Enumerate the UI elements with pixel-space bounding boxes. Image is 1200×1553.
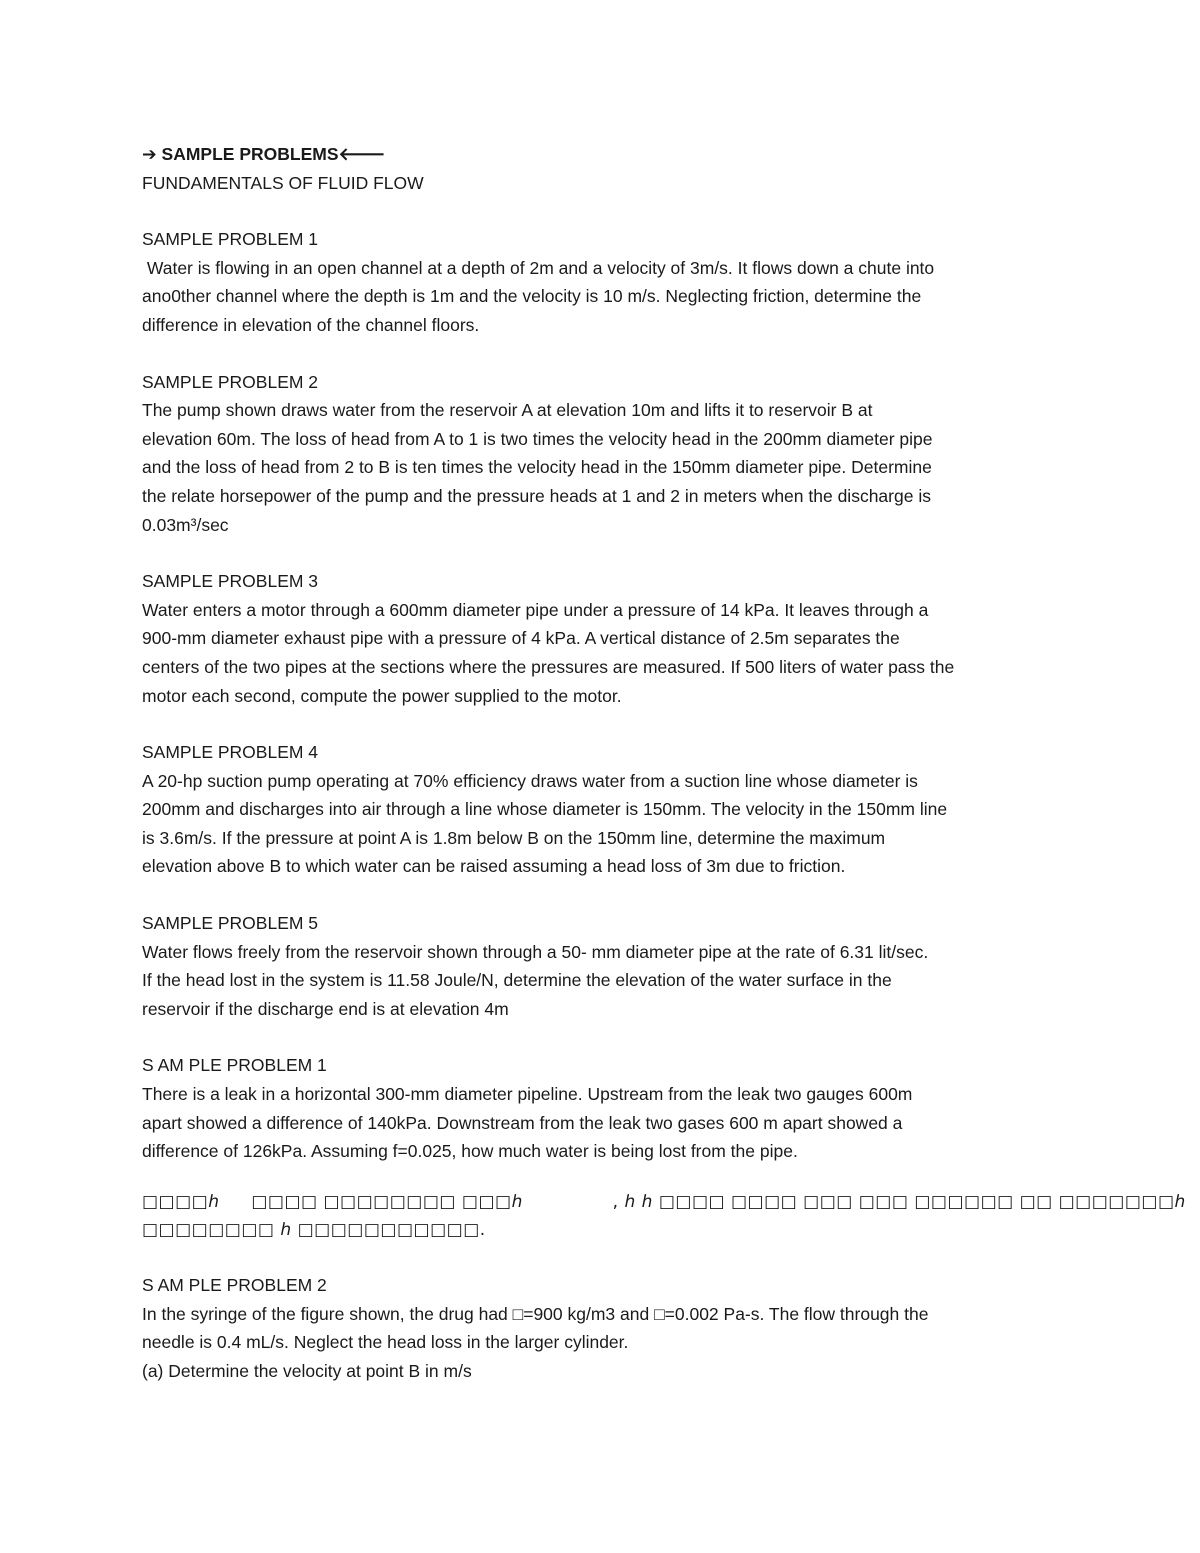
spacer	[142, 1166, 1072, 1188]
spacer	[142, 881, 1072, 909]
problem-block	[142, 368, 1072, 540]
problem-text-line: There is a leak in a horizontal 300-mm diameter pipeline. Upstream from the leak two gauges 600m	[142, 1084, 913, 1105]
problem-text-line: The pump shown draws water from the reservoir A at elevation 10m and lifts it to reservoir B at	[142, 400, 873, 421]
problem-label: SAMPLE PROBLEM 4	[142, 742, 319, 763]
problem-text-line: reservoir if the discharge end is at elevation 4m	[142, 998, 509, 1019]
problem-text-line: elevation 60m. The loss of head from A to 1 is two times the velocity head in the 200mm diameter pipe	[142, 428, 933, 449]
spacer	[142, 340, 1072, 368]
problem-label: SAMPLE PROBLEM 3	[142, 571, 319, 592]
spacer	[142, 197, 1072, 225]
problem-text-line: 900-mm diameter exhaust pipe with a pressure of 4 kPa. A vertical distance of 2.5m separates the	[142, 628, 900, 649]
problem-label: SAMPLE PROBLEM 5	[142, 913, 319, 934]
problem-text-line: and the loss of head from 2 to B is ten times the velocity head in the 150mm diameter pipe. Determine	[142, 457, 932, 478]
problem-text-line: motor each second, compute the power supplied to the motor.	[142, 685, 622, 706]
arrow-left-icon: 🡐	[338, 144, 386, 164]
problem-block	[142, 1051, 1072, 1165]
problem-block	[142, 909, 1072, 1023]
title-text: SAMPLE PROBLEMS	[161, 144, 339, 164]
spacer	[142, 1245, 1072, 1271]
spacer	[142, 1023, 1072, 1051]
garbled-line: □□□□□□□□ ℎ □□□□□□□□□□□.	[142, 1220, 486, 1241]
document-title	[142, 140, 1072, 169]
problem-label: SAMPLE PROBLEM 1	[142, 229, 319, 250]
problem-block	[142, 567, 1072, 710]
problem-block	[142, 225, 1072, 339]
problem-label: S AM PLE PROBLEM 1	[142, 1055, 327, 1076]
problem-block	[142, 1271, 1072, 1385]
garbled-segment: □□□□ℎ	[142, 1191, 220, 1212]
garbled-segment: □□□□ □□□□□□□□ □□□ℎ	[251, 1191, 523, 1212]
garbled-segment: , ℎ ℎ □□□□ □□□□ □□□ □□□ □□□□□□ □□ □□□□□□□ℎ	[612, 1191, 1186, 1212]
problem-text-line: (a) Determine the velocity at point B in m/s	[142, 1360, 472, 1381]
problem-text-line: apart showed a difference of 140kPa. Downstream from the leak two gases 600 m apart showed a	[142, 1112, 903, 1133]
problem-text-line: the relate horsepower of the pump and the pressure heads at 1 and 2 in meters when the discharge is	[142, 485, 931, 506]
problem-label: SAMPLE PROBLEM 2	[142, 371, 319, 392]
problem-text-line: difference of 126kPa. Assuming f=0.025, how much water is being lost from the pipe.	[142, 1141, 798, 1162]
problem-text-line: difference in elevation of the channel floors.	[142, 314, 480, 335]
problem-label: S AM PLE PROBLEM 2	[142, 1275, 327, 1295]
arrow-right-icon: ➔	[142, 144, 157, 164]
problem-text-line: elevation above B to which water can be raised assuming a head loss of 3m due to friction.	[142, 856, 846, 877]
garbled-text-block	[142, 1188, 1186, 1245]
problem-text-line: Water enters a motor through a 600mm diameter pipe under a pressure of 14 kPa. It leaves through a	[142, 599, 929, 620]
document-subtitle: FUNDAMENTALS OF FLUID FLOW	[142, 172, 424, 193]
problem-text-line: A 20-hp suction pump operating at 70% efficiency draws water from a suction line whose diameter is	[142, 770, 918, 791]
problem-block	[142, 738, 1072, 881]
problem-text-line: 200mm and discharges into air through a line whose diameter is 150mm. The velocity in the 150mm line	[142, 799, 948, 820]
problem-text-line: Water flows freely from the reservoir shown through a 50- mm diameter pipe at the rate of 6.31 lit/sec.	[142, 941, 929, 962]
problem-text-line: centers of the two pipes at the sections where the pressures are measured. If 500 liters of water pass the	[142, 656, 955, 677]
problem-text-line: 0.03m³/sec	[142, 514, 229, 535]
problem-text-line: ano0ther channel where the depth is 1m and the velocity is 10 m/s. Neglecting friction, determine the	[142, 286, 922, 307]
problem-text-line: Water is flowing in an open channel at a depth of 2m and a velocity of 3m/s. It flows down a chute into	[142, 257, 935, 278]
problem-text-line: needle is 0.4 mL/s. Neglect the head loss in the larger cylinder.	[142, 1332, 629, 1353]
garbled-line	[142, 1188, 1186, 1217]
problem-text-line: If the head lost in the system is 11.58 Joule/N, determine the elevation of the water surface in the	[142, 970, 892, 991]
document-page	[142, 140, 1186, 1385]
spacer	[142, 710, 1072, 738]
problem-text-line: In the syringe of the figure shown, the drug had □=900 kg/m3 and □=0.002 Pa-s. The flow through the	[142, 1303, 929, 1324]
spacer	[142, 539, 1072, 567]
problem-text-line: is 3.6m/s. If the pressure at point A is 1.8m below B on the 150mm line, determine the maximum	[142, 827, 886, 848]
